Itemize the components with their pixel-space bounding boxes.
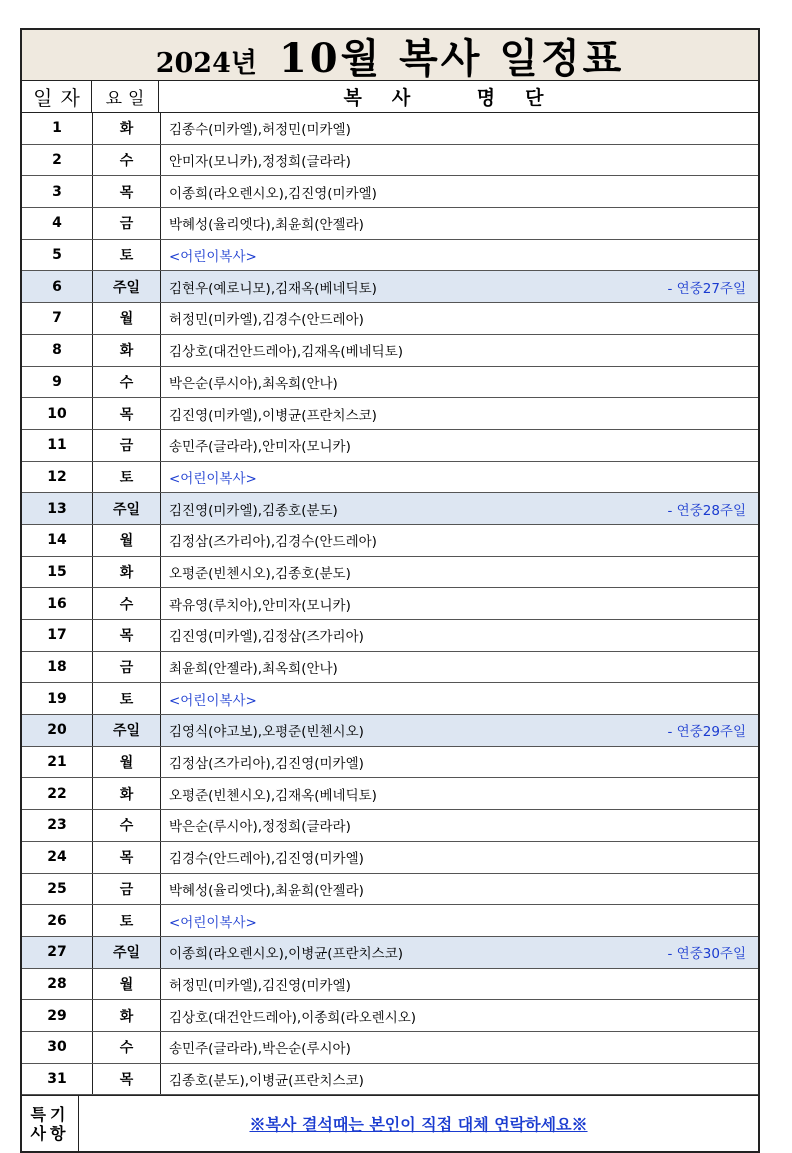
table-row	[22, 969, 758, 1001]
row-day: 1	[22, 113, 93, 144]
table-row	[22, 778, 758, 810]
row-names-cell	[161, 271, 758, 302]
row-names: <어린이복사>	[169, 914, 257, 931]
row-sunday-note: - 연중28주일	[667, 502, 746, 519]
notes-text-cell	[79, 1096, 758, 1151]
row-day: 11	[22, 430, 93, 461]
row-weekday: 금	[93, 430, 161, 461]
row-names-cell	[161, 367, 758, 398]
row-names: 이종희(라오렌시오),이병균(프란치스코)	[169, 946, 404, 963]
schedule-sheet	[20, 28, 760, 1153]
row-names: <어린이복사>	[169, 692, 257, 709]
row-names: 오평준(빈첸시오),김종호(분도)	[169, 565, 351, 582]
table-row	[22, 493, 758, 525]
title-year: 2024년	[155, 47, 257, 79]
row-names-cell	[161, 240, 758, 271]
row-day: 23	[22, 810, 93, 841]
row-names: 김종수(미카엘),허정민(미카엘)	[169, 122, 351, 139]
table-row	[22, 525, 758, 557]
row-weekday: 금	[93, 652, 161, 683]
row-day: 17	[22, 620, 93, 651]
row-names-cell	[161, 335, 758, 366]
row-names-cell	[161, 208, 758, 239]
row-day: 27	[22, 937, 93, 968]
table-header	[22, 81, 758, 113]
row-names: 박은순(루시아),최옥희(안나)	[169, 375, 338, 392]
notes-text: ※복사 결석때는 본인이 직접 대체 연락하세요※	[249, 1115, 588, 1135]
row-names: 송민주(글라라),안미자(모니카)	[169, 439, 351, 456]
row-day: 7	[22, 303, 93, 334]
table-row	[22, 1064, 758, 1096]
row-names: 김경수(안드레아),김진영(미카엘)	[169, 851, 364, 868]
row-weekday: 목	[93, 842, 161, 873]
row-names: 김상호(대건안드레아),이종희(라오렌시오)	[169, 1009, 417, 1026]
row-sunday-note: - 연중29주일	[667, 724, 746, 741]
row-names-cell	[161, 810, 758, 841]
row-weekday: 주일	[93, 715, 161, 746]
page-title: 10월 복사 일정표	[278, 34, 625, 82]
row-day: 13	[22, 493, 93, 524]
row-names-cell	[161, 1032, 758, 1063]
row-weekday: 월	[93, 525, 161, 556]
row-names-cell	[161, 905, 758, 936]
row-day: 5	[22, 240, 93, 271]
table-row	[22, 810, 758, 842]
row-names: 김영식(야고보),오평준(빈첸시오)	[169, 724, 364, 741]
row-day: 2	[22, 145, 93, 176]
row-names-cell	[161, 525, 758, 556]
row-weekday: 목	[93, 620, 161, 651]
row-weekday: 토	[93, 683, 161, 714]
row-names: 이종희(라오렌시오),김진영(미카엘)	[169, 185, 377, 202]
row-day: 8	[22, 335, 93, 366]
table-row	[22, 176, 758, 208]
row-day: 3	[22, 176, 93, 207]
table-row	[22, 303, 758, 335]
row-names: <어린이복사>	[169, 249, 257, 266]
row-day: 22	[22, 778, 93, 809]
table-row	[22, 335, 758, 367]
table-row	[22, 905, 758, 937]
row-names-cell	[161, 588, 758, 619]
row-names-cell	[161, 398, 758, 429]
row-weekday: 화	[93, 1000, 161, 1031]
row-day: 29	[22, 1000, 93, 1031]
row-names-cell	[161, 176, 758, 207]
row-names: 박혜성(율리엣다),최윤희(안젤라)	[169, 882, 364, 899]
row-day: 28	[22, 969, 93, 1000]
row-weekday: 주일	[93, 937, 161, 968]
row-names-cell	[161, 113, 758, 144]
row-day: 26	[22, 905, 93, 936]
table-row	[22, 715, 758, 747]
table-row	[22, 747, 758, 779]
header-weekday: 요일	[92, 81, 159, 112]
row-names: 허정민(미카엘),김경수(안드레아)	[169, 312, 364, 329]
notes-section	[22, 1095, 758, 1151]
table-row	[22, 1000, 758, 1032]
table-row	[22, 113, 758, 145]
row-weekday: 주일	[93, 271, 161, 302]
row-weekday: 주일	[93, 493, 161, 524]
row-day: 21	[22, 747, 93, 778]
row-day: 6	[22, 271, 93, 302]
row-day: 14	[22, 525, 93, 556]
row-weekday: 토	[93, 905, 161, 936]
row-day: 15	[22, 557, 93, 588]
table-row	[22, 588, 758, 620]
row-day: 30	[22, 1032, 93, 1063]
row-weekday: 토	[93, 462, 161, 493]
title-bar	[22, 30, 758, 81]
row-names-cell	[161, 652, 758, 683]
table-row	[22, 145, 758, 177]
row-names-cell	[161, 715, 758, 746]
table-row	[22, 620, 758, 652]
table-row	[22, 937, 758, 969]
table-row	[22, 874, 758, 906]
row-weekday: 금	[93, 874, 161, 905]
row-day: 16	[22, 588, 93, 619]
notes-label	[22, 1096, 79, 1151]
row-names-cell	[161, 493, 758, 524]
row-weekday: 월	[93, 303, 161, 334]
row-names: 김진영(미카엘),이병균(프란치스코)	[169, 407, 377, 424]
row-names: <어린이복사>	[169, 470, 257, 487]
row-weekday: 화	[93, 778, 161, 809]
row-weekday: 수	[93, 1032, 161, 1063]
row-weekday: 목	[93, 398, 161, 429]
row-names: 김상호(대건안드레아),김재옥(베네딕토)	[169, 344, 404, 361]
row-names: 박혜성(율리엣다),최윤희(안젤라)	[169, 217, 364, 234]
row-sunday-note: - 연중27주일	[667, 280, 746, 297]
row-names-cell	[161, 462, 758, 493]
row-weekday: 화	[93, 335, 161, 366]
row-names: 박은순(루시아),정정희(글라라)	[169, 819, 351, 836]
table-row	[22, 683, 758, 715]
row-weekday: 화	[93, 113, 161, 144]
row-names-cell	[161, 747, 758, 778]
row-names-cell	[161, 937, 758, 968]
notes-label-line1: 특기	[30, 1104, 70, 1124]
row-names: 김현우(예로니모),김재옥(베네딕토)	[169, 280, 377, 297]
row-names: 김정삼(즈가리아),김진영(미카엘)	[169, 756, 364, 773]
row-day: 25	[22, 874, 93, 905]
table-row	[22, 462, 758, 494]
row-names: 김종호(분도),이병균(프란치스코)	[169, 1072, 364, 1089]
row-names: 오평준(빈첸시오),김재옥(베네딕토)	[169, 787, 377, 804]
row-day: 10	[22, 398, 93, 429]
table-row	[22, 367, 758, 399]
row-weekday: 목	[93, 176, 161, 207]
row-names-cell	[161, 303, 758, 334]
row-day: 9	[22, 367, 93, 398]
row-weekday: 금	[93, 208, 161, 239]
row-day: 18	[22, 652, 93, 683]
row-day: 20	[22, 715, 93, 746]
row-names-cell	[161, 778, 758, 809]
row-names-cell	[161, 683, 758, 714]
row-weekday: 수	[93, 367, 161, 398]
row-names: 김진영(미카엘),김종호(분도)	[169, 502, 338, 519]
row-weekday: 수	[93, 588, 161, 619]
row-names: 안미자(모니카),정정희(글라라)	[169, 154, 351, 171]
row-day: 24	[22, 842, 93, 873]
header-names: 복사 명단	[343, 87, 574, 109]
table-row	[22, 398, 758, 430]
row-weekday: 목	[93, 1064, 161, 1095]
schedule-rows	[22, 113, 758, 1095]
row-sunday-note: - 연중30주일	[667, 946, 746, 963]
row-names-cell	[161, 430, 758, 461]
row-names: 최윤희(안젤라),최옥희(안나)	[169, 661, 338, 678]
row-weekday: 월	[93, 969, 161, 1000]
row-day: 4	[22, 208, 93, 239]
table-row	[22, 430, 758, 462]
table-row	[22, 208, 758, 240]
row-names-cell	[161, 842, 758, 873]
header-day: 일자	[22, 81, 92, 112]
row-names: 김진영(미카엘),김정삼(즈가리아)	[169, 629, 364, 646]
row-weekday: 토	[93, 240, 161, 271]
table-row	[22, 557, 758, 589]
row-names-cell	[161, 1064, 758, 1095]
table-row	[22, 652, 758, 684]
row-names: 송민주(글라라),박은순(루시아)	[169, 1041, 351, 1058]
row-weekday: 화	[93, 557, 161, 588]
row-names: 허정민(미카엘),김진영(미카엘)	[169, 977, 351, 994]
row-names-cell	[161, 969, 758, 1000]
row-weekday: 수	[93, 145, 161, 176]
row-names: 곽유영(루치아),안미자(모니카)	[169, 597, 351, 614]
row-names-cell	[161, 145, 758, 176]
row-names-cell	[161, 1000, 758, 1031]
table-row	[22, 842, 758, 874]
row-names-cell	[161, 557, 758, 588]
table-row	[22, 271, 758, 303]
row-weekday: 수	[93, 810, 161, 841]
table-row	[22, 240, 758, 272]
row-names-cell	[161, 620, 758, 651]
table-row	[22, 1032, 758, 1064]
notes-label-line2: 사항	[30, 1123, 70, 1143]
row-day: 31	[22, 1064, 93, 1095]
row-names: 김정삼(즈가리아),김경수(안드레아)	[169, 534, 377, 551]
row-day: 19	[22, 683, 93, 714]
row-names-cell	[161, 874, 758, 905]
row-day: 12	[22, 462, 93, 493]
row-weekday: 월	[93, 747, 161, 778]
